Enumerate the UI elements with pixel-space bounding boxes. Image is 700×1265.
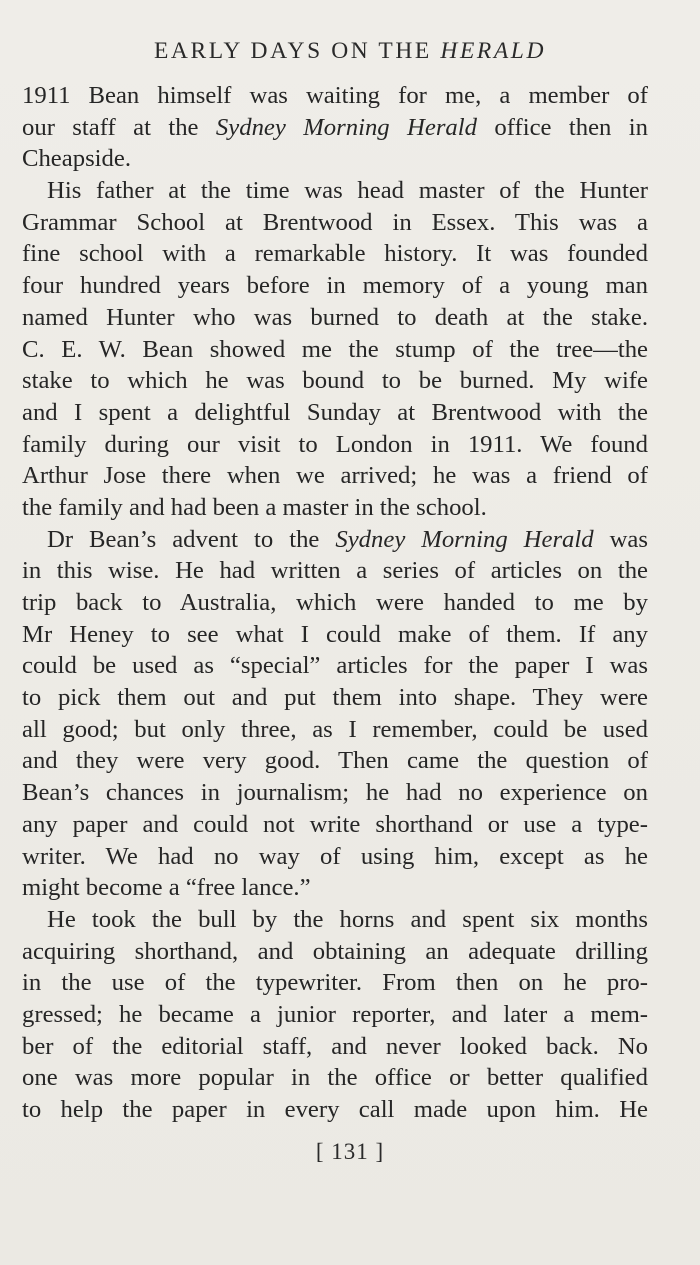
text-line: in this wise. He had written a series of articles on the (22, 557, 648, 585)
text-line: four hundred years before in memory of a young man (22, 272, 648, 300)
text-line: Grammar School at Brentwood in Essex. This was a (22, 208, 648, 236)
text-line: to pick them out and put them into shape. They were (22, 684, 648, 712)
text-line: ber of the editorial staff, and never looked back. No (22, 1032, 648, 1060)
newspaper-title: Sydney Morning Herald (215, 113, 477, 141)
text-line: Mr Heney to see what I could make of them. If any (22, 620, 648, 648)
text-line: named Hunter who was burned to death at the stake. (22, 303, 648, 331)
text-line: all good; but only three, as I remember, could be used (22, 715, 648, 743)
text-line: He took the bull by the horns and spent six months (47, 905, 648, 933)
text-line: and they were very good. Then came the question of (22, 747, 648, 775)
text-line: Bean’s chances in journalism; he had no experience on (22, 779, 648, 807)
text-line: His father at the time was head master of the Hunter (47, 177, 648, 205)
text-line: could be used as “special” articles for the paper I was (22, 652, 648, 680)
running-head-text: EARLY DAYS ON THE (153, 38, 441, 64)
text-line: C. E. W. Bean showed me the stump of the tree—the (22, 335, 648, 363)
running-head-italic: HERALD (440, 38, 547, 64)
text-line: stake to which he was bound to be burned. My wife (22, 367, 648, 395)
text-line: gressed; he became a junior reporter, and later a mem- (22, 1000, 648, 1028)
text-line: in the use of the typewriter. From then on he pro- (22, 969, 648, 997)
text-line: any paper and could not write shorthand or use a type- (22, 810, 648, 838)
body-text (22, 80, 648, 1126)
text-line: might become a “free lance.” (22, 874, 311, 902)
text-line: writer. We had no way of using him, except as he (22, 842, 648, 870)
text-line: and I spent a delightful Sunday at Brentwood with the (22, 398, 648, 426)
text-line: Cheapside. (22, 145, 132, 173)
text-line: one was more popular in the office or better qualified (22, 1064, 648, 1092)
text-line: fine school with a remarkable history. It was founded (22, 240, 648, 268)
text-line: the family and had been a master in the school. (22, 493, 487, 521)
page-number: [ 131 ] (315, 1139, 385, 1164)
running-head (0, 38, 700, 65)
text-line: acquiring shorthand, and obtaining an adequate drilling (22, 937, 648, 965)
text-line: 1911 Bean himself was waiting for me, a member of (22, 82, 648, 109)
text-line: to help the paper in every call made upon him. He (22, 1096, 648, 1123)
text-line: Arthur Jose there when we arrived; he was a friend of (22, 462, 648, 490)
text-line: trip back to Australia, which were handed to me by (22, 589, 648, 616)
text-line: our staff at the Sydney Morning Herald office then in (22, 113, 649, 141)
text-line: family during our visit to London in 1911. We found (22, 430, 648, 458)
newspaper-title: Sydney Morning Herald (335, 525, 594, 553)
text-line: Dr Bean’s advent to the Sydney Morning Herald was (47, 525, 648, 553)
